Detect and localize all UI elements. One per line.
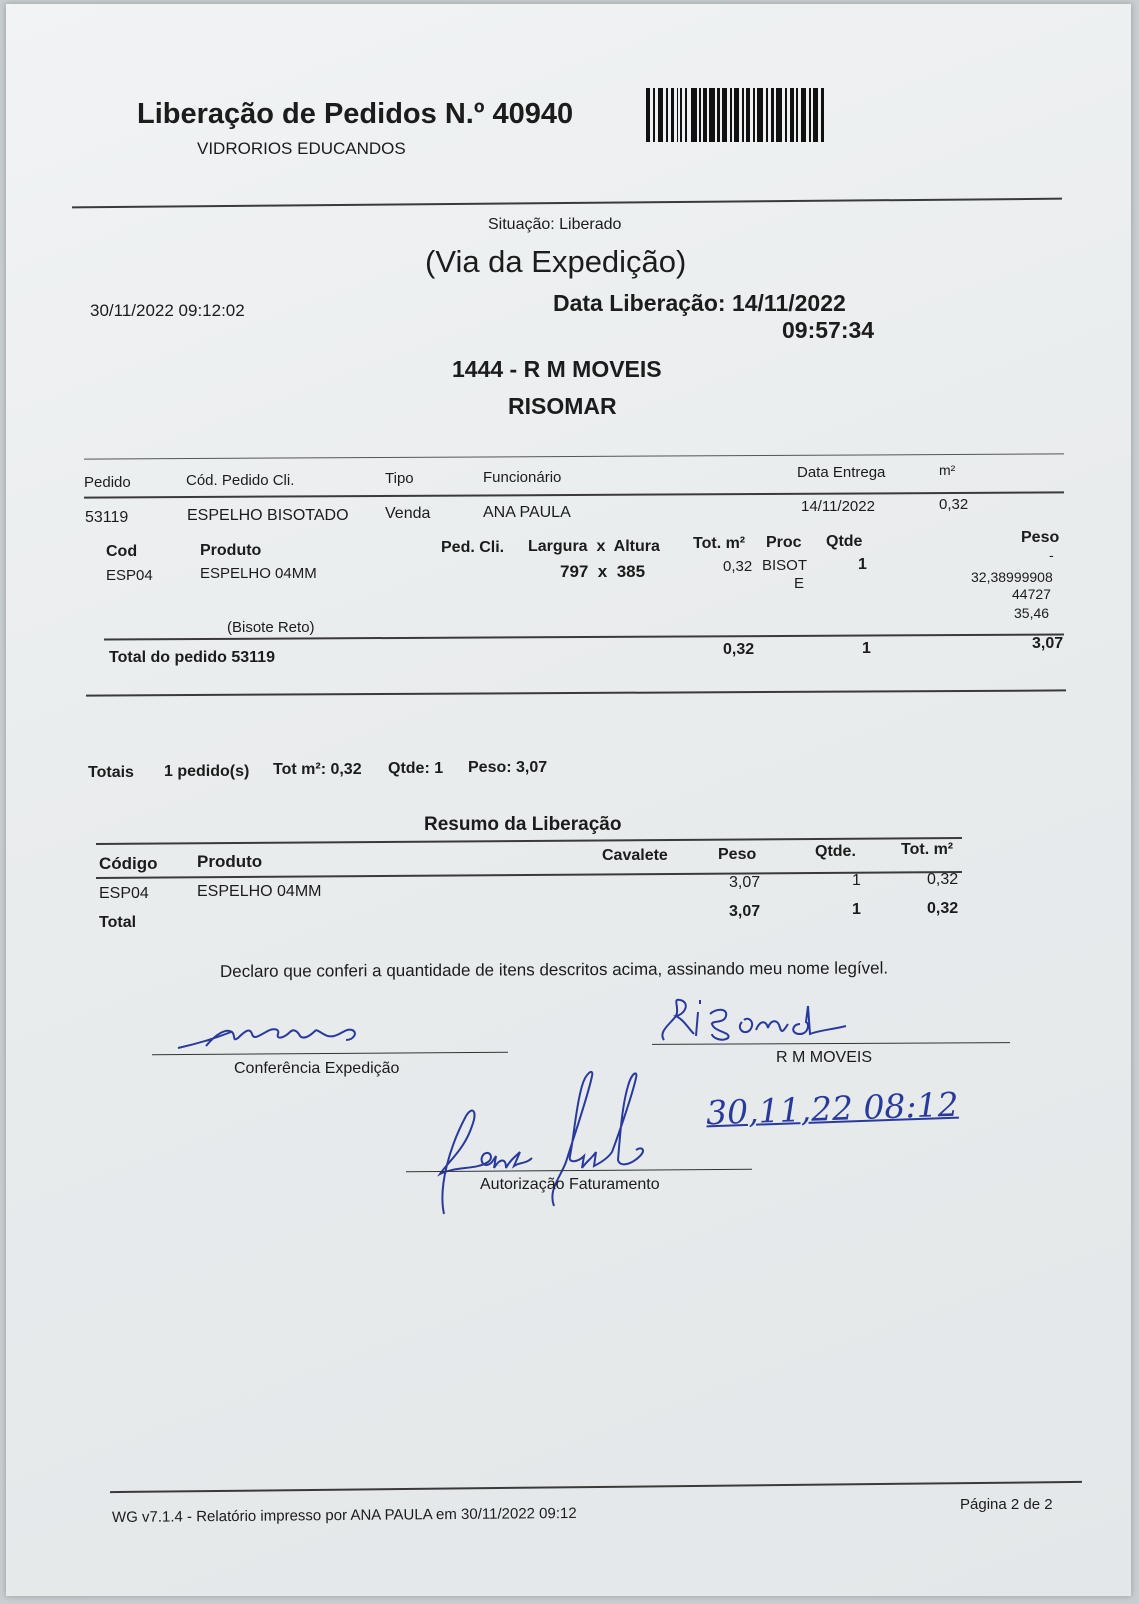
col-header-pedido: Pedido [84,474,131,491]
item-tot-m2: 0,32 [723,558,753,575]
expedicao-handwriting: mario [206,1042,209,1043]
declaration-text: Declaro que conferi a quantidade de itens descritos acima, assinando meu nome legível. [219,958,889,981]
copy-type-label: (Via da Expedição) [425,244,687,279]
item-peso-line2: 44727 [1012,586,1051,602]
item-header-largura-altura: Largura x Altura [528,538,660,555]
item-peso-dash: - [1049,547,1054,563]
totais-label: Totais [88,764,134,781]
order-table-top-line [84,453,1064,459]
col-header-tipo: Tipo [385,470,414,487]
client-handwriting: RISOMA [710,1024,714,1025]
resumo-total-qtde: 1 [852,901,861,918]
faturamento-handwriting: Ana Paula [496,1166,501,1167]
footer-line [110,1481,1082,1493]
item-dimensions: 797 x 385 [560,562,646,581]
order-table-bottom-line [86,689,1066,696]
resumo-peso: 3,07 [729,874,761,891]
item-header-peso: Peso [1021,529,1060,546]
order-total-label: Total do pedido 53119 [109,649,275,666]
item-header-cod: Cod [106,543,138,560]
handwritten-date: 30,11,22 08:12 [705,1084,960,1133]
resumo-produto: ESPELHO 04MM [197,883,322,900]
item-header-ped-cli: Ped. Cli. [441,539,505,556]
order-total-peso: 3,07 [1032,635,1064,652]
col-header-data-entrega: Data Entrega [797,464,886,481]
item-header-tot-m2: Tot. m² [693,535,746,552]
release-date: Data Liberação: 14/11/2022 [553,290,846,316]
totais-qtde: Qtde: 1 [388,760,444,777]
document-title: Liberação de Pedidos N.º 40940 [137,98,574,130]
resumo-header-produto: Produto [197,852,263,871]
resumo-total-tot-m2: 0,32 [927,900,959,917]
resumo-codigo: ESP04 [99,885,149,902]
item-produto: ESPELHO 04MM [200,565,317,582]
print-datetime: 30/11/2022 09:12:02 [90,301,245,320]
resumo-header-line [96,871,962,879]
item-qtde: 1 [858,556,867,573]
faturamento-label: Autorização Faturamento [480,1176,660,1193]
order-total-tot-m2: 0,32 [723,641,755,658]
resumo-total-peso: 3,07 [729,903,761,920]
expedicao-label: Conferência Expedição [234,1060,400,1077]
order-funcionario: ANA PAULA [483,504,571,521]
document-page [6,4,1131,1596]
totais-peso: Peso: 3,07 [468,759,548,776]
resumo-header-codigo: Código [99,854,158,873]
item-header-produto: Produto [200,542,262,559]
order-tipo: Venda [385,505,431,522]
order-data-entrega: 14/11/2022 [801,498,875,515]
resumo-header-qtde: Qtde. [815,843,856,860]
footer-page-number: Página 2 de 2 [960,1496,1053,1513]
resumo-header-cavalete: Cavalete [602,847,668,864]
client-label: R M MOVEIS [776,1049,873,1066]
header-divider [72,198,1062,209]
resumo-header-tot-m2: Tot. m² [901,841,954,858]
footer-printed-by: WG v7.1.4 - Relatório impresso por ANA PAULA em 30/11/2022 09:12 [111,1504,577,1526]
order-total-qtde: 1 [862,640,871,657]
totais-pedidos: 1 pedido(s) [164,763,250,780]
resumo-qtde: 1 [852,872,861,889]
client-signature [650,994,870,1046]
resumo-title: Resumo da Liberação [424,814,622,835]
col-header-funcionario: Funcionário [483,469,562,486]
order-table-header-line [84,491,1064,498]
release-time: 09:57:34 [782,317,875,343]
order-m2: 0,32 [939,496,969,513]
barcode-icon [646,88,826,147]
item-peso-line3: 35,46 [1014,605,1050,621]
expedicao-signature [176,1018,376,1054]
item-cod: ESP04 [106,567,153,584]
item-header-qtde: Qtde [826,533,863,550]
company-name: VIDRORIOS EDUCANDOS [197,139,406,158]
order-pedido: 53119 [85,509,129,526]
resumo-tot-m2: 0,32 [927,871,959,888]
item-header-proc: Proc [766,534,802,551]
order-cod-pedido-cli: ESPELHO BISOTADO [187,507,349,524]
client-nickname: RISOMAR [508,393,617,419]
item-peso-line1: 32,38999908 [971,569,1053,585]
status-label: Situação: Liberado [488,216,622,233]
col-header-m2: m² [939,462,956,478]
resumo-total-label: Total [99,914,137,931]
item-proc-line1: BISOT [762,557,808,574]
col-header-cod-pedido-cli: Cód. Pedido Cli. [186,472,295,489]
item-proc-line2: E [794,575,805,592]
totais-tot-m2: Tot m²: 0,32 [273,761,362,778]
resumo-header-peso: Peso [718,846,757,863]
item-note: (Bisote Reto) [227,619,315,636]
client-name: 1444 - R M MOVEIS [452,356,662,382]
